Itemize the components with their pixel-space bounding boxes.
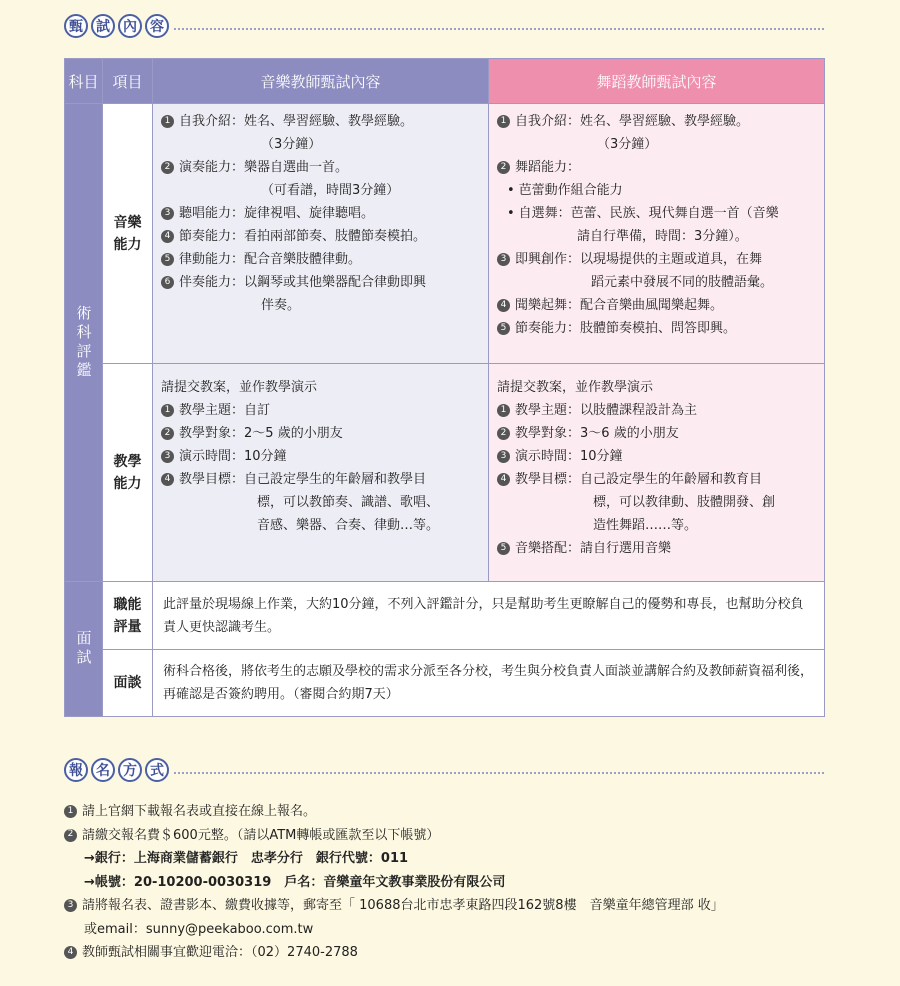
teaching-intro: 請提交教案，並作教學演示 (497, 380, 654, 395)
list-label: 舞蹈能力： (515, 160, 581, 175)
number-badge: 1 (497, 404, 510, 417)
heading-char: 報 (64, 758, 88, 782)
list-label: 音樂搭配： (515, 541, 581, 556)
list-item (64, 824, 724, 848)
list-item (497, 156, 818, 179)
list-cont: （3分鐘） (597, 137, 658, 152)
list-label: 演示時間： (179, 449, 245, 464)
list-item (161, 468, 482, 491)
list-cont: 標，可以教節奏、識譜、歌唱、 (257, 495, 440, 510)
heading-dotted-rule (174, 772, 824, 774)
section-skills (65, 104, 103, 582)
list-text: 姓名、學習經驗、教學經驗。 (244, 114, 414, 129)
number-badge: 2 (497, 161, 510, 174)
number-badge: 4 (497, 473, 510, 486)
list-item (497, 468, 818, 491)
list-cont: （3分鐘） (261, 137, 322, 152)
bullet-item: • 芭蕾動作組合能力 (497, 179, 818, 202)
header-item: 項目 (103, 59, 153, 104)
account-info: →帳號：20-10200-0030319 戶名：音樂童年文教事業股份有限公司 (84, 874, 506, 890)
header-dance: 舞蹈教師甄試內容 (489, 59, 825, 104)
number-badge: 3 (161, 207, 174, 220)
number-badge: 5 (497, 542, 510, 555)
table-header-row (65, 59, 825, 104)
heading-char: 內 (118, 14, 142, 38)
audition-table (64, 58, 825, 717)
number-badge: 1 (64, 805, 77, 818)
bank-info: →銀行：上海商業儲蓄銀行 忠孝分行 銀行代號：011 (84, 851, 409, 866)
dance-teaching-cell (489, 364, 825, 582)
heading-char: 方 (118, 758, 142, 782)
list-text: 以現場提供的主題或道具，在舞 (580, 252, 763, 267)
list-label: 自我介紹： (515, 114, 581, 129)
audition-heading (64, 14, 169, 38)
list-label: 自我介紹： (179, 114, 245, 129)
section-interview-label: 面試 (74, 630, 93, 668)
table-row (65, 582, 825, 650)
list-item (161, 156, 482, 179)
table-row (65, 650, 825, 717)
number-badge: 5 (161, 253, 174, 266)
number-badge: 2 (497, 427, 510, 440)
list-text: 樂器自選曲一首。 (244, 160, 349, 175)
number-badge: 2 (64, 829, 77, 842)
list-label: 聽唱能力： (179, 206, 245, 221)
table-row (65, 364, 825, 582)
number-badge: 6 (161, 276, 174, 289)
list-cont: 造性舞蹈……等。 (593, 518, 698, 533)
list-label: 教學對象： (179, 426, 245, 441)
number-badge: 3 (64, 899, 77, 912)
number-badge: 4 (497, 299, 510, 312)
list-text: 請自行選用音樂 (580, 541, 672, 556)
list-label: 教學對象： (515, 426, 581, 441)
music-teaching-cell (153, 364, 489, 582)
list-label: 伴奏能力： (179, 275, 245, 290)
list-item (497, 537, 818, 560)
list-text: 肢體節奏模拍、問答即興。 (580, 321, 737, 336)
list-item (64, 941, 724, 965)
heading-char: 式 (145, 758, 169, 782)
number-badge: 2 (161, 161, 174, 174)
number-badge: 4 (161, 230, 174, 243)
item-label: 教學 (113, 453, 142, 470)
section-interview (65, 582, 103, 717)
dance-ability-cell (489, 104, 825, 364)
list-item (161, 248, 482, 271)
heading-dotted-rule (174, 28, 824, 30)
list-cont: 請自行準備，時間：3分鐘）。 (577, 229, 748, 244)
signup-heading (64, 758, 169, 782)
talk-text: 術科合格後，將依考生的志願及學校的需求分派至各分校，考生與分校負責人面談並講解合約及教師薪資福利後，再確認是否簽約聘用。（審閱合約期7天） (153, 650, 825, 717)
list-item (64, 894, 724, 918)
list-text: 請將報名表、證書影本、繳費收據等，郵寄至「 10688台北市忠孝東路四段162號8樓 音樂童年總管理部 收」 (82, 898, 724, 913)
item-label: 能力 (113, 236, 142, 253)
list-label: 教學目標： (515, 472, 581, 487)
list-text: 自訂 (244, 403, 271, 418)
section-skills-label: 術科評鑑 (74, 304, 93, 381)
list-cont: 蹈元素中發展不同的肢體語彙。 (591, 275, 774, 290)
list-text: 配合音樂曲風聞樂起舞。 (580, 298, 724, 313)
number-badge: 3 (161, 450, 174, 463)
teaching-intro: 請提交教案，並作教學演示 (161, 380, 318, 395)
list-text: 2～5 歲的小朋友 (244, 426, 343, 441)
list-label: 教學主題： (515, 403, 581, 418)
list-text: 3～6 歲的小朋友 (580, 426, 679, 441)
table-row (65, 104, 825, 364)
heading-char: 名 (91, 758, 115, 782)
list-item (497, 248, 818, 271)
music-ability-cell (153, 104, 489, 364)
list-text: 看拍兩部節奏、肢體節奏模拍。 (244, 229, 427, 244)
list-text: 姓名、學習經驗、教學經驗。 (580, 114, 750, 129)
list-item (161, 445, 482, 468)
number-badge: 4 (64, 946, 77, 959)
list-cont: 音感、樂器、合奏、律動…等。 (257, 518, 440, 533)
signup-list (64, 800, 724, 965)
list-label: 聞樂起舞： (515, 298, 581, 313)
list-text: 10分鐘 (580, 449, 623, 464)
list-item (497, 445, 818, 468)
list-text: 教師甄試相關事宜歡迎電洽：（02）2740-2788 (82, 945, 358, 960)
list-text: 請上官網下載報名表或直接在線上報名。 (82, 804, 317, 819)
list-item (497, 399, 818, 422)
header-music: 音樂教師甄試內容 (153, 59, 489, 104)
header-subject: 科目 (65, 59, 103, 104)
number-badge: 1 (161, 404, 174, 417)
list-cont: （可看譜，時間3分鐘） (261, 183, 400, 198)
list-item (161, 422, 482, 445)
item-label: 音樂 (113, 214, 142, 231)
list-text: 自己設定學生的年齡層和教育目 (580, 472, 763, 487)
list-label: 節奏能力： (515, 321, 581, 336)
list-label: 教學目標： (179, 472, 245, 487)
list-item (161, 399, 482, 422)
bullet-item: • 自選舞：芭蕾、民族、現代舞自選一首（音樂 (497, 202, 818, 225)
list-item (161, 225, 482, 248)
email-link[interactable]: 或email：sunny@peekaboo.com.tw (84, 921, 314, 937)
number-badge: 1 (161, 115, 174, 128)
number-badge: 3 (497, 450, 510, 463)
list-text: 以鋼琴或其他樂器配合律動即興 (244, 275, 427, 290)
item-music-ability (103, 104, 153, 364)
item-teaching-ability (103, 364, 153, 582)
item-label: 職能 (113, 596, 142, 613)
list-item (64, 800, 724, 824)
list-item (497, 422, 818, 445)
list-item (161, 110, 482, 133)
list-item (161, 271, 482, 294)
list-label: 教學主題： (179, 403, 245, 418)
number-badge: 1 (497, 115, 510, 128)
skill-eval-text: 此評量於現場線上作業，大約10分鐘，不列入評鑑計分，只是幫助考生更瞭解自己的優勢和專長，也幫助分校負責人更快認識考生。 (153, 582, 825, 650)
list-item (161, 202, 482, 225)
list-label: 律動能力： (179, 252, 245, 267)
list-label: 演奏能力： (179, 160, 245, 175)
list-text: 自己設定學生的年齡層和教學目 (244, 472, 427, 487)
bullet-text: 自選舞：芭蕾、民族、現代舞自選一首（音樂 (518, 206, 779, 221)
number-badge: 5 (497, 322, 510, 335)
list-text: 旋律視唱、旋律聽唱。 (244, 206, 375, 221)
list-cont: 伴奏。 (261, 298, 301, 313)
list-text: 配合音樂肢體律動。 (244, 252, 362, 267)
item-talk: 面談 (103, 650, 153, 717)
heading-char: 容 (145, 14, 169, 38)
list-item (497, 110, 818, 133)
item-label: 評量 (113, 618, 142, 635)
list-label: 即興創作： (515, 252, 581, 267)
list-text: 10分鐘 (244, 449, 287, 464)
list-text: 以肢體課程設計為主 (580, 403, 698, 418)
heading-char: 甄 (64, 14, 88, 38)
item-skill-eval (103, 582, 153, 650)
list-label: 演示時間： (515, 449, 581, 464)
bullet-text: 芭蕾動作組合能力 (518, 183, 623, 198)
heading-char: 試 (91, 14, 115, 38)
list-cont: 標，可以教律動、肢體開發、創 (593, 495, 776, 510)
number-badge: 4 (161, 473, 174, 486)
item-label: 能力 (113, 475, 142, 492)
number-badge: 2 (161, 427, 174, 440)
list-item (497, 294, 818, 317)
list-item (497, 317, 818, 340)
list-label: 節奏能力： (179, 229, 245, 244)
number-badge: 3 (497, 253, 510, 266)
list-text: 請繳交報名費＄600元整。（請以ATM轉帳或匯款至以下帳號） (82, 827, 440, 843)
